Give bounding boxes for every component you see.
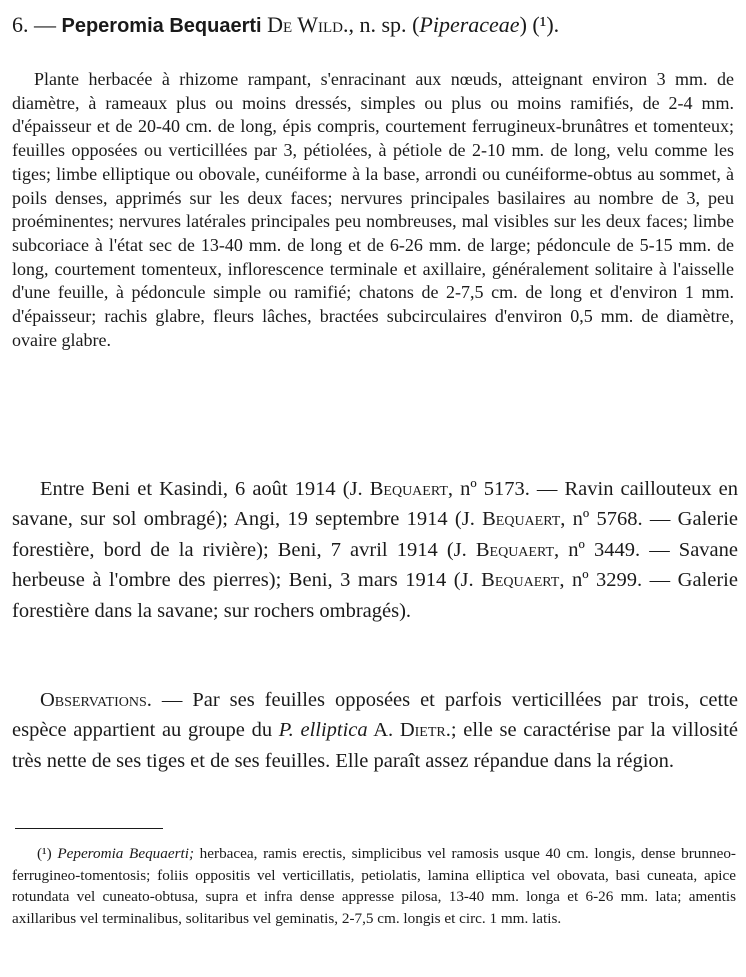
collector-name-4: Bequaert [481, 569, 560, 592]
observations-text-3: ; elle se caractérise par la villosité très nette de ses tiges et de ses feuilles. Elle paraît assez répandue dans la région. [12, 719, 738, 772]
locality-text-3: , nº 5768. — Galerie forestière, bord de la rivière); Beni, 7 avril 1914 (J. [12, 508, 738, 561]
description-paragraph: Plante herbacée à rhizome rampant, s'enracinant aux nœuds, atteignant environ 3 mm. de diamètre, à rameaux plus ou moins dressés, simples ou plus ou moins ramifiés, de 2-4 mm. d'épaisseur et de 20-40 cm. de long, épis compris, courtement ferrugineux-brunâtres et tomenteux; feuilles opposées ou verticillées par 3, pétiolées, à pétiole de 2-10 mm. de long, velu comme les tiges; limbe elliptique ou obovale, cunéiforme à la base, arrondi ou cunéiforme-obtus au sommet, à poils denses, apprimés sur les deux faces; nervures principales basilaires au nombre de 3, peu proéminentes; nervures latérales principales peu nombreuses, mal visibles sur les deux faces; limbe subcoriace à l'état sec de 13-40 mm. de long et de 6-26 mm. de large; pédoncule de 5-15 mm. de long, courtement tomenteux, inflorescence terminale et axillaire, généralement solitaire à l'aisselle d'une feuille, à pédoncule simple ou ramifié; chatons de 2-7,5 cm. de long et d'environ 1 mm. d'épaisseur; rachis glabre, fleurs lâches, bractées subcirculaires d'environ 0,5 mm. de diamètre, ovaire glabre. [12, 69, 734, 350]
collector-name-1: Bequaert [369, 478, 448, 500]
footnote-text: herbacea, ramis erectis, simplicibus vel ramosis usque 40 cm. longis, dense brunneo-ferrugineo-tomentosis; foliis oppositis vel verticillatis, petiolatis, lamina elliptica vel obovata, basi cuneata, apice rotundata vel cuneato-obtusa, supra et infra dense appresse pilosa, 13-40 mm. longa et 6-26 mm. lata; amentis axillaribus vel terminalibus, solitaribus vel geminatis, 2-7,5 cm. longis et circ. 1 mm. latis. [12, 845, 736, 927]
family-close: ) [519, 12, 527, 37]
locality-text-1: Entre Beni et Kasindi, 6 août 1914 (J. [40, 478, 370, 500]
collector-name-2: Bequaert [482, 508, 561, 531]
observations-text-1: — Par ses feuilles opposées et parfois verticillées par trois, cette espèce appartient au groupe du [12, 689, 738, 742]
observations-text-2: A. [367, 719, 400, 742]
related-species-author: Dietr. [399, 719, 451, 742]
collector-name-3: Bequaert [475, 538, 555, 561]
footnote-species: Peperomia Bequaerti; [57, 845, 195, 862]
family-name: Piperaceae [419, 12, 520, 37]
observations-label: Observations. [40, 689, 152, 711]
locality-text-4: , nº 3449. — Savane herbeuse à l'ombre des pierres); Beni, 3 mars 1914 (J. [12, 538, 738, 592]
related-species: P. elliptica [278, 719, 368, 742]
entry-number: 6. — [12, 12, 56, 37]
new-species-mark: , n. sp. [348, 12, 407, 37]
footnote-mark: (¹) [37, 845, 58, 862]
locality-text-2: , nº 5173. — Ravin caillouteux en savane, sur sol ombragé); Angi, 19 septembre 1914 (J. [12, 478, 738, 531]
footnote [12, 843, 736, 929]
species-name: Peperomia Bequaerti [61, 15, 262, 37]
family-open: ( [412, 12, 420, 37]
species-author: De Wild. [267, 12, 349, 37]
localities-paragraph [12, 474, 738, 626]
species-heading [12, 10, 738, 41]
observations-paragraph [12, 685, 738, 776]
footnote-divider [15, 828, 163, 829]
footnote-reference: (¹). [532, 12, 560, 37]
locality-text-5: , nº 3299. — Galerie forestière dans la savane; sur rochers ombragés). [12, 569, 738, 622]
